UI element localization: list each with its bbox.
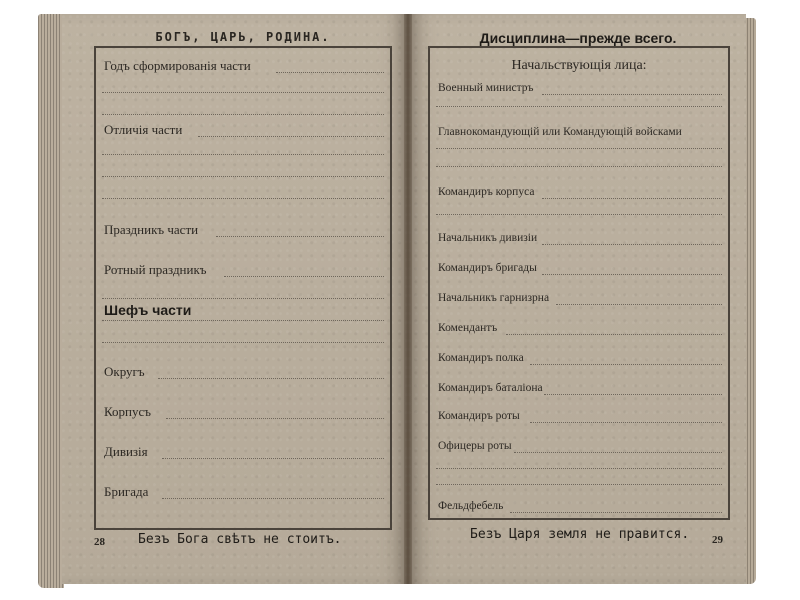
field-label-company-commander: Командиръ роты (438, 410, 520, 422)
fill-line[interactable] (530, 422, 722, 423)
field-label-corps: Корпусъ (104, 404, 151, 419)
field-label-district: Округъ (104, 364, 145, 379)
fill-line[interactable] (162, 458, 384, 459)
field-label-unit-holiday: Праздникъ части (104, 222, 199, 237)
fill-line[interactable] (510, 512, 722, 513)
page-stack-edge-left (38, 14, 64, 588)
ruled-line (436, 148, 722, 149)
ruled-line (436, 106, 722, 107)
field-label-company-officers: Офицеры роты (438, 440, 512, 452)
fill-line[interactable] (544, 394, 722, 395)
ruled-line (436, 468, 722, 469)
field-label-distinctions: Отличія части (104, 122, 183, 137)
ruled-line (102, 92, 384, 93)
field-label-unit-patron: Шефъ части (104, 302, 192, 318)
fill-line[interactable] (158, 378, 384, 379)
ruled-line (102, 320, 384, 321)
field-label-regiment-commander: Командиръ полка (438, 352, 524, 364)
fill-line[interactable] (506, 334, 722, 335)
ruled-line (102, 298, 384, 299)
right-page-number: 29 (712, 534, 723, 546)
officials-subheading: Начальствующія лица: (511, 58, 647, 73)
fill-line[interactable] (162, 498, 384, 499)
fill-line[interactable] (542, 198, 722, 199)
fill-line[interactable] (216, 236, 384, 237)
left-page-footer-motto: Безъ Бога свѣтъ не стоитъ. (138, 532, 342, 547)
left-page-header: БОГЪ, ЦАРЬ, РОДИНА. (155, 30, 331, 44)
book-gutter (404, 14, 412, 584)
fill-line[interactable] (542, 94, 722, 95)
ruled-line (102, 154, 384, 155)
field-label-division-chief: Начальникъ дивизіи (438, 232, 538, 244)
field-label-division: Дивизія (104, 444, 148, 459)
fill-line[interactable] (198, 136, 384, 137)
field-label-brigade-commander: Командиръ бригады (438, 262, 537, 274)
ruled-line (436, 214, 722, 215)
fill-line[interactable] (542, 274, 722, 275)
field-label-formation-year: Годъ сформированія части (104, 58, 251, 73)
field-label-commander-in-chief: Главнокомандующій или Командующій войсками (438, 126, 682, 138)
ruled-line (436, 484, 722, 485)
ruled-line (102, 342, 384, 343)
fill-line[interactable] (542, 244, 722, 245)
field-label-company-holiday: Ротный праздникъ (104, 262, 207, 277)
field-label-brigade: Бригада (104, 484, 149, 499)
right-page-header: Дисциплина—прежде всего. (479, 30, 677, 46)
fill-line[interactable] (166, 418, 384, 419)
ruled-line (102, 114, 384, 115)
fill-line[interactable] (556, 304, 722, 305)
field-label-garrison-chief: Начальникъ гарнизрна (438, 292, 550, 304)
left-form-frame (94, 46, 392, 530)
ruled-line (102, 198, 384, 199)
field-label-sergeant-major: Фельдфебель (438, 500, 504, 512)
ruled-line (102, 176, 384, 177)
fill-line[interactable] (514, 452, 722, 453)
fill-line[interactable] (224, 276, 384, 277)
right-page-footer-motto: Безъ Царя земля не правится. (470, 527, 690, 542)
field-label-commandant: Комендантъ (438, 322, 498, 334)
ruled-line (436, 166, 722, 167)
field-label-war-minister: Военный министръ (438, 82, 534, 94)
left-page-number: 28 (94, 536, 105, 548)
fill-line[interactable] (276, 72, 384, 73)
field-label-battalion-commander: Командиръ баталіона (438, 382, 543, 394)
right-form-frame (428, 46, 730, 520)
field-label-corps-commander: Командиръ корпуса (438, 186, 535, 198)
fill-line[interactable] (530, 364, 722, 365)
